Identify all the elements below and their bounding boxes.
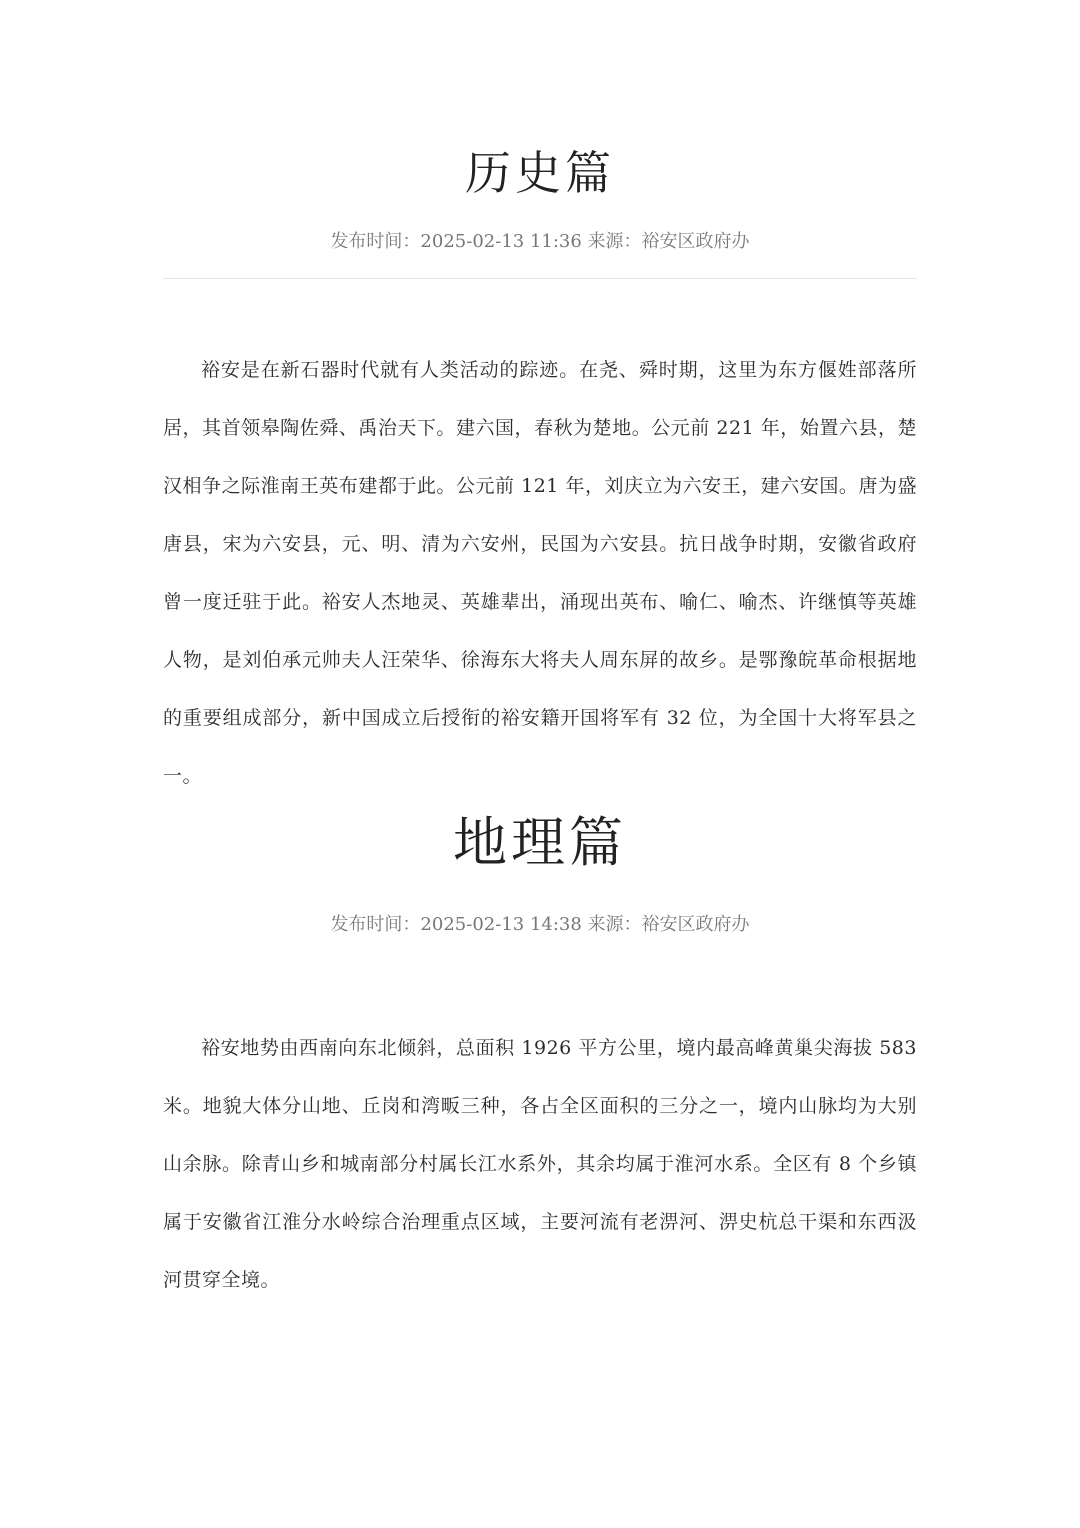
history-section <box>163 140 917 805</box>
history-publish-info: 发布时间：2025-02-13 11:36 来源：裕安区政府办 <box>330 231 750 252</box>
geography-section <box>163 805 917 1309</box>
geography-title: 地理篇 <box>453 811 627 874</box>
geography-publish-info: 发布时间：2025-02-13 14:38 来源：裕安区政府办 <box>330 914 750 935</box>
geography-body: 裕安地势由西南向东北倾斜，总面积 1926 平方公里，境内最高峰黄巢尖海拔 583 米。地貌大体分山地、丘岗和湾畈三种，各占全区面积的三分之一，境内山脉均为大别山余脉。除青山乡和城南部分村属长江水系外，其余均属于淮河水系。全区有 8 个乡镇属于安徽省江淮分水岭综合治理重点区域，主要河流有老淠河、淠史杭总干渠和东西汲河贯穿全境。 <box>163 1037 917 1291</box>
history-body: 裕安是在新石器时代就有人类活动的踪迹。在尧、舜时期，这里为东方偃姓部落所居，其首领皋陶佐舜、禹治天下。建六国，春秋为楚地。公元前 221 年，始置六县，楚汉相争之际淮南王英布建都于此。公元前 121 年，刘庆立为六安王，建六安国。唐为盛唐县，宋为六安县，元、明、清为六安州，民国为六安县。抗日战争时期，安徽省政府曾一度迁驻于此。裕安人杰地灵、英雄辈出，涌现出英布、喻仁、喻杰、许继慎等英雄人物，是刘伯承元帅夫人汪荣华、徐海东大将夫人周东屏的故乡。是鄂豫皖革命根据地的重要组成部分，新中国成立后授衔的裕安籍开国将军有 32 位，为全国十大将军县之一。 <box>163 359 917 787</box>
history-divider <box>163 278 917 279</box>
history-title: 历史篇 <box>465 146 615 200</box>
